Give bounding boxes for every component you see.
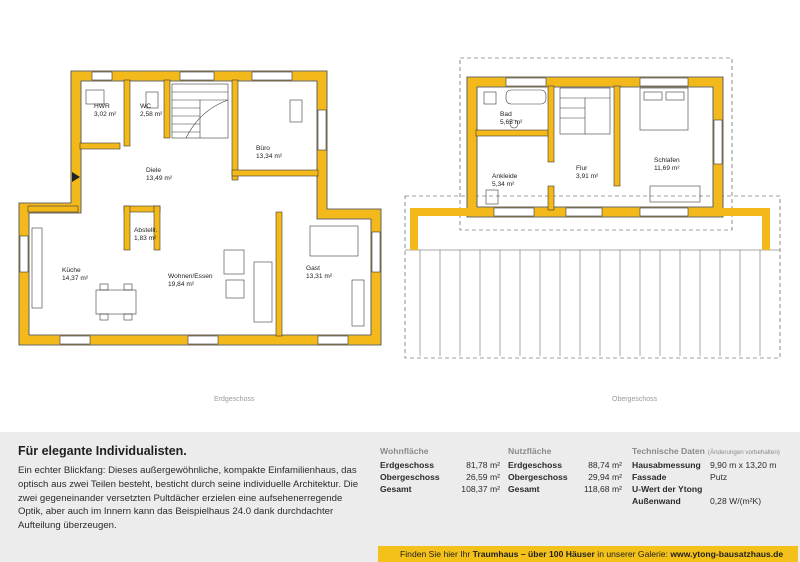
room-area-wohnen-essen: 19,84 m²: [168, 281, 195, 288]
room-area-gast: 13,31 m²: [306, 273, 333, 280]
row-value: 9,90 m x 13,20 m: [710, 460, 777, 470]
room-name-flur: Flur: [576, 165, 588, 172]
upper-floor-plan: [405, 58, 780, 358]
row-label: Erdgeschoss: [508, 460, 562, 470]
footer-banner: [378, 546, 798, 562]
table-row: [380, 483, 500, 495]
room-area-wc: 2,58 m²: [140, 111, 163, 118]
info-description: Ein echter Blickfang: Dieses außergewöhnliche, kompakte Einfamilienhaus, das optisch aus zwei Teilen besteht, besticht durch seine individuelle Architektur. Die zwei gegeneinander versetzten Pultdächer erzielen eine aufsehenerregende Optik, aber auch im Innern kann das Beispielhaus 24.0 dank durchdachter Aufteilung überzeugen.: [18, 465, 359, 532]
table-row: [508, 471, 622, 483]
room-area-kueche: 14,37 m²: [62, 275, 89, 282]
room-area-buero: 13,34 m²: [256, 153, 283, 160]
room-area-schlafen: 11,69 m²: [654, 165, 680, 172]
roof-parapet-wall: [414, 212, 766, 250]
footer-highlight: Traumhaus – über 100 Häuser: [472, 549, 595, 559]
footer-middle: in unserer Galerie:: [594, 549, 671, 559]
room-name-buero: Büro: [256, 145, 270, 152]
row-label: Fassade: [632, 472, 667, 482]
technik-heading: [632, 446, 798, 459]
room-name-ankleide: Ankleide: [492, 173, 518, 180]
row-value: 29,94 m²: [588, 472, 622, 482]
row-value: [710, 483, 798, 495]
row-value: 81,78 m²: [466, 460, 500, 470]
ground-floor-stair: [172, 84, 228, 138]
room-name-gast: Gast: [306, 265, 320, 272]
room-area-abstellr: 1,83 m²: [134, 235, 157, 242]
roof-slats: [405, 250, 780, 356]
row-value: 108,37 m²: [461, 484, 500, 494]
ground-floor-plan: [19, 71, 381, 345]
table-row: [380, 471, 500, 483]
ground-floor-furniture: [32, 90, 364, 326]
row-label: Erdgeschoss: [380, 460, 434, 470]
table-row: [508, 459, 622, 471]
room-name-bad: Bad: [500, 111, 512, 118]
technik-heading-text: Technische Daten: [632, 446, 705, 456]
nutzflaeche-heading: Nutzfläche: [508, 446, 552, 456]
row-label: Hausabmessung: [632, 460, 701, 470]
room-name-diele: Diele: [146, 167, 162, 174]
room-area-diele: 13,49 m²: [146, 175, 173, 182]
room-area-flur: 3,91 m²: [576, 173, 599, 180]
table-row: [632, 483, 798, 495]
wohnflaeche-table: [380, 446, 500, 495]
nutzflaeche-table: [508, 446, 622, 495]
row-value: 0,28 W/(m²K): [710, 496, 762, 506]
room-name-schlafen: Schlafen: [654, 157, 680, 164]
ground-floor-room-labels: [62, 103, 333, 288]
footer-website-link[interactable]: www.ytong-bausatzhaus.de: [670, 549, 784, 559]
upper-floor-furniture: [484, 88, 700, 204]
table-row: [632, 471, 798, 483]
room-area-ankleide: 5,34 m²: [492, 181, 515, 188]
row-label: Obergeschoss: [380, 472, 440, 482]
info-panel: [0, 432, 800, 562]
upper-floor-interior-walls: [476, 86, 620, 210]
row-value: 118,68 m²: [583, 484, 622, 494]
row-label: Außenwand: [632, 496, 681, 506]
technik-note: (Änderungen vorbehalten): [707, 449, 780, 456]
ground-floor-caption: Erdgeschoss: [214, 396, 255, 403]
upper-floor-outer-wall: [472, 82, 718, 212]
info-title: Für elegante Individualisten.: [18, 444, 187, 458]
table-row: [380, 459, 500, 471]
technik-table: [632, 446, 798, 507]
row-value: Putz: [710, 472, 728, 482]
table-row: [508, 483, 622, 495]
room-name-hwr: HWR: [94, 103, 110, 110]
upper-floor-room-labels: [492, 111, 680, 188]
footer-prefix: Finden Sie hier Ihr: [400, 549, 473, 559]
row-value: 26,59 m²: [466, 472, 500, 482]
table-row: [632, 495, 798, 507]
row-label: Gesamt: [508, 484, 540, 494]
upper-floor-caption: Obergeschoss: [612, 396, 658, 403]
room-name-kueche: Küche: [62, 267, 81, 274]
table-row: [632, 459, 798, 471]
room-name-wohnen-essen: Wohnen/Essen: [168, 273, 213, 280]
room-area-bad: 5,65 m²: [500, 119, 523, 126]
wohnflaeche-heading: Wohnfläche: [380, 446, 429, 456]
room-name-wc: WC: [140, 103, 151, 110]
room-name-abstellr: Abstellr.: [134, 227, 158, 234]
row-label: Obergeschoss: [508, 472, 568, 482]
row-label: Gesamt: [380, 484, 412, 494]
room-area-hwr: 3,02 m²: [94, 111, 117, 118]
row-value: 88,74 m²: [588, 460, 622, 470]
row-label: U-Wert der Ytong: [632, 484, 703, 494]
